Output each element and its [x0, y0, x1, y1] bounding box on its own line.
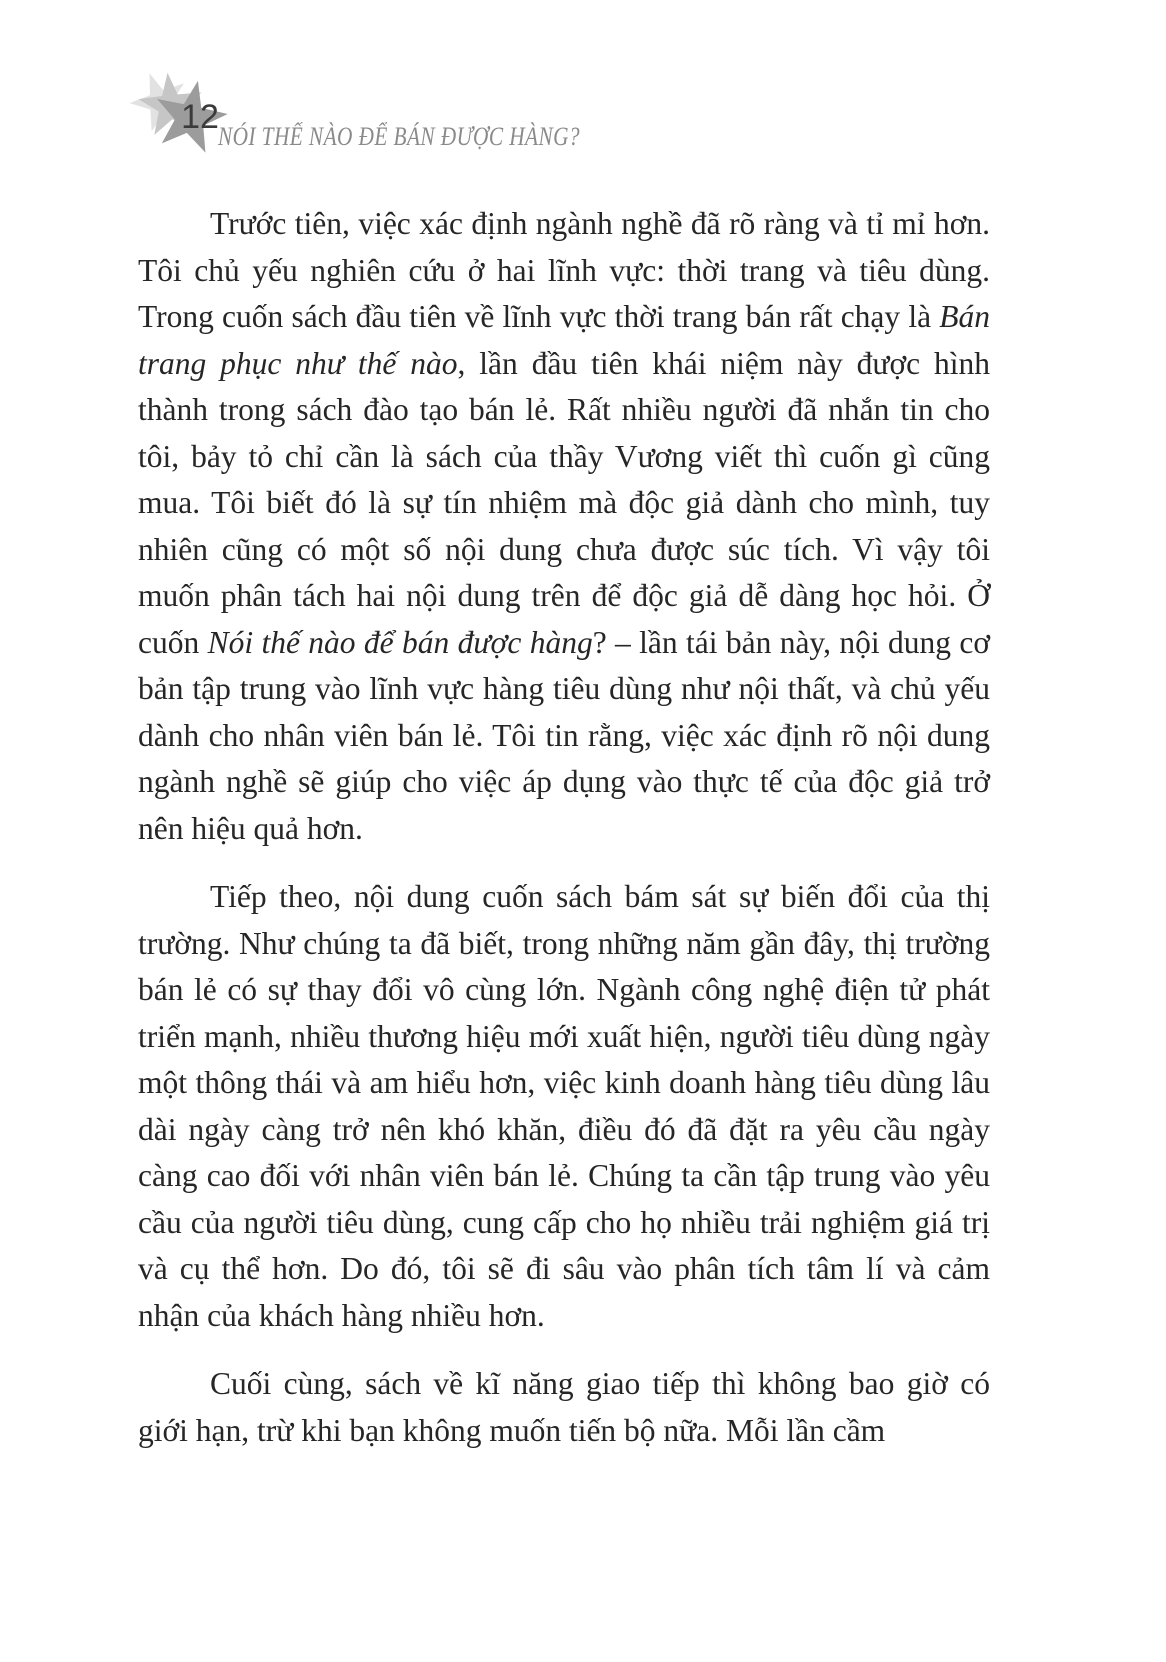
paragraph [138, 201, 990, 852]
book-title-italic: Bán trang phục như thế nào [138, 299, 990, 381]
paragraph [138, 874, 990, 1339]
page-number: 12 [181, 98, 219, 136]
running-title: NÓI THẾ NÀO ĐỂ BÁN ĐƯỢC HÀNG? [218, 122, 580, 151]
text-block [138, 201, 990, 1476]
paragraph-text: Trước tiên, việc xác định ngành nghề đã rõ ràng và tỉ mỉ hơn. Tôi chủ yếu nghiên cứu ở hai lĩnh vực: thời trang và tiêu dùng. Trong cuốn sách đầu tiên về lĩnh vực thời trang bán rất chạy là [138, 206, 990, 334]
paragraph-text: ? – lần tái bản này, nội dung cơ bản tập trung vào lĩnh vực hàng tiêu dùng như nội thất, và chủ yếu dành cho nhân viên bán lẻ. Tôi tin rằng, việc xác định rõ nội dung ngành nghề sẽ giúp cho việc áp dụng vào thực tế của độc giả trở nên hiệu quả hơn. [138, 624, 990, 846]
paragraph [138, 1361, 990, 1454]
page-header [0, 0, 1166, 230]
paragraph-text: Tiếp theo, nội dung cuốn sách bám sát sự biến đổi của thị trường. Như chúng ta đã biết, trong những năm gần đây, thị trường bán lẻ có sự thay đổi vô cùng lớn. Ngành công nghệ điện tử phát triển mạnh, nhiều thương hiệu mới xuất hiện, người tiêu dùng ngày một thông thái và am hiểu hơn, việc kinh doanh hàng tiêu dùng lâu dài ngày càng trở nên khó khăn, điều đó đã đặt ra yêu cầu ngày càng cao đối với nhân viên bán lẻ. Chúng ta cần tập trung vào yêu cầu của người tiêu dùng, cung cấp cho họ nhiều trải nghiệm giá trị và cụ thể hơn. Do đó, tôi sẽ đi sâu vào phân tích tâm lí và cảm nhận của khách hàng nhiều hơn. [138, 879, 990, 1333]
book-title-italic: Nói thế nào để bán được hàng [207, 624, 593, 660]
paragraph-text: Cuối cùng, sách về kĩ năng giao tiếp thì không bao giờ có giới hạn, trừ khi bạn không muốn tiến bộ nữa. Mỗi lần cầm [138, 1366, 990, 1448]
paragraph-text: , lần đầu tiên khái niệm này được hình thành trong sách đào tạo bán lẻ. Rất nhiều người đã nhắn tin cho tôi, bảy tỏ chỉ cần là sách của thầy Vương viết thì cuốn gì cũng mua. Tôi biết đó là sự tín nhiệm mà độc giả dành cho mình, tuy nhiên cũng có một số nội dung chưa được súc tích. Vì vậy tôi muốn phân tách hai nội dung trên để độc giả dễ dàng học hỏi. Ở cuốn [138, 345, 990, 660]
